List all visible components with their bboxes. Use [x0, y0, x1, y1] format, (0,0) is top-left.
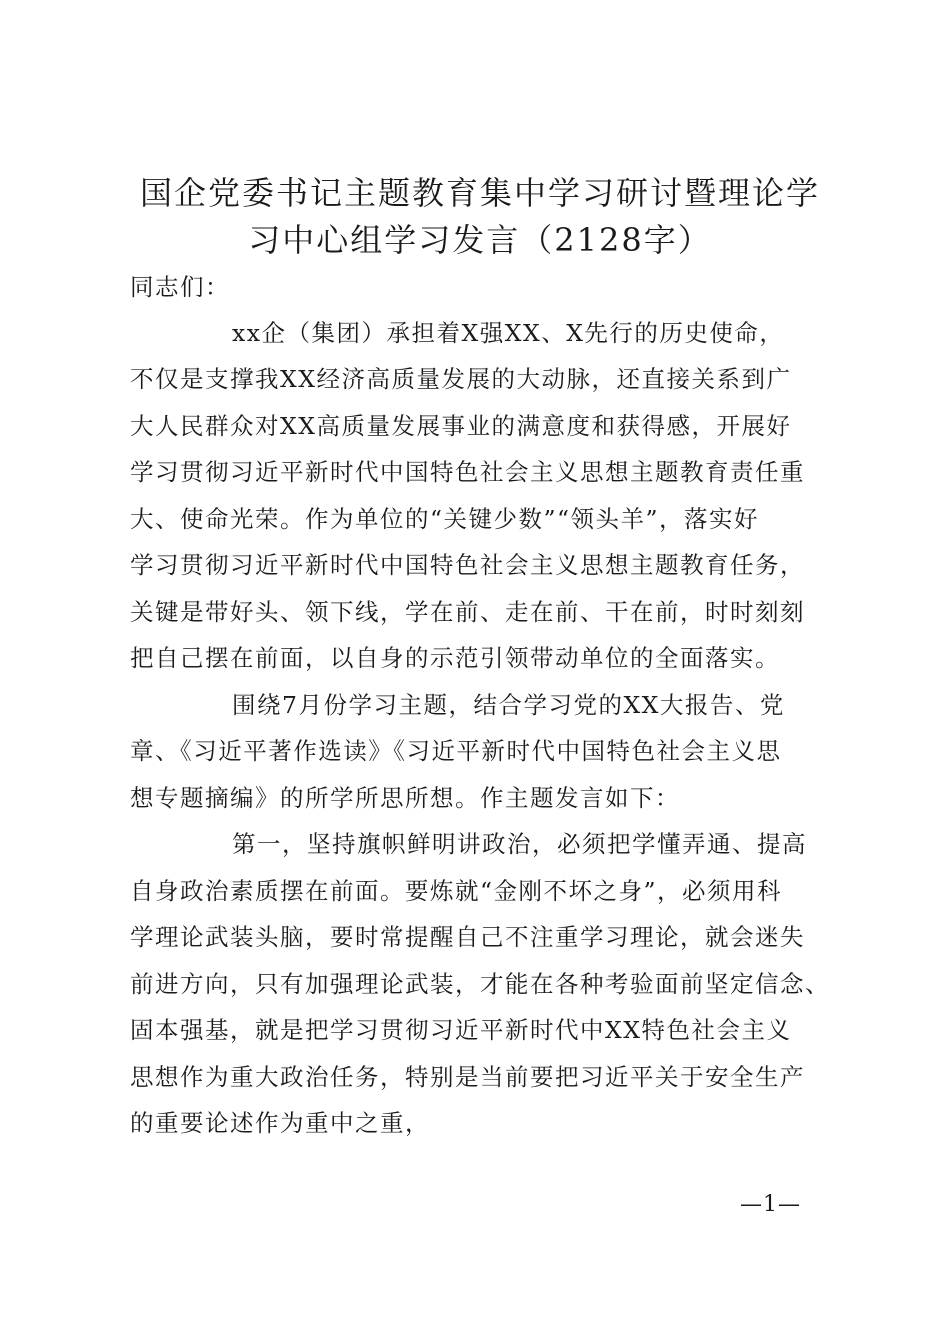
paragraph-1-line: 不仅是支撑我XX经济高质量发展的大动脉，还直接关系到广	[130, 365, 792, 393]
paragraph-2-line: 围绕7月份学习主题，结合学习党的XX大报告、党	[232, 691, 785, 719]
paragraph-1-line: 大人民群众对XX高质量发展事业的满意度和获得感，开展好	[130, 412, 792, 440]
paragraph-2-line: 想专题摘编》的所学所思所想。作主题发言如下：	[130, 784, 680, 812]
paragraph-3-line: 前进方向，只有加强理论武装，才能在各种考验面前坚定信念、	[130, 970, 830, 998]
paragraph-1-line: xx企（集团）承担着X强XX、X先行的历史使命，	[232, 319, 785, 347]
paragraph-3-line: 思想作为重大政治任务，特别是当前要把习近平关于安全生产	[130, 1063, 805, 1091]
paragraph-3-line: 学理论武装头脑，要时常提醒自己不注重学习理论，就会迷失	[130, 923, 805, 951]
document-title-line-1: 国企党委书记主题教育集中学习研讨暨理论学	[139, 174, 820, 212]
paragraph-2-line: 章、《习近平著作选读》《习近平新时代中国特色社会主义思	[130, 737, 782, 765]
paragraph-3-line: 的重要论述作为重中之重，	[130, 1109, 430, 1137]
paragraph-3-line: 自身政治素质摆在前面。要炼就“金刚不坏之身”，必须用科	[130, 877, 783, 905]
salutation: 同志们：	[130, 273, 230, 301]
paragraph-1-line: 学习贯彻习近平新时代中国特色社会主义思想主题教育责任重	[130, 458, 805, 486]
paragraph-1-line: 关键是带好头、领下线，学在前、走在前、干在前，时时刻刻	[130, 598, 805, 626]
paragraph-1-line: 把自己摆在前面，以自身的示范引领带动单位的全面落实。	[130, 644, 780, 672]
paragraph-3-line: 固本强基，就是把学习贯彻习近平新时代中XX特色社会主义	[130, 1016, 792, 1044]
document-title-line-2: 习中心组学习发言（2128字）	[248, 221, 712, 259]
paragraph-1-line: 学习贯彻习近平新时代中国特色社会主义思想主题教育任务，	[130, 551, 805, 579]
paragraph-3-line: 第一，坚持旗帜鲜明讲政治，必须把学懂弄通、提高	[232, 830, 807, 858]
page-number: —1—	[740, 1192, 801, 1217]
paragraph-1-line: 大、使命光荣。作为单位的“关键少数”“领头羊”，落实好	[130, 505, 760, 533]
